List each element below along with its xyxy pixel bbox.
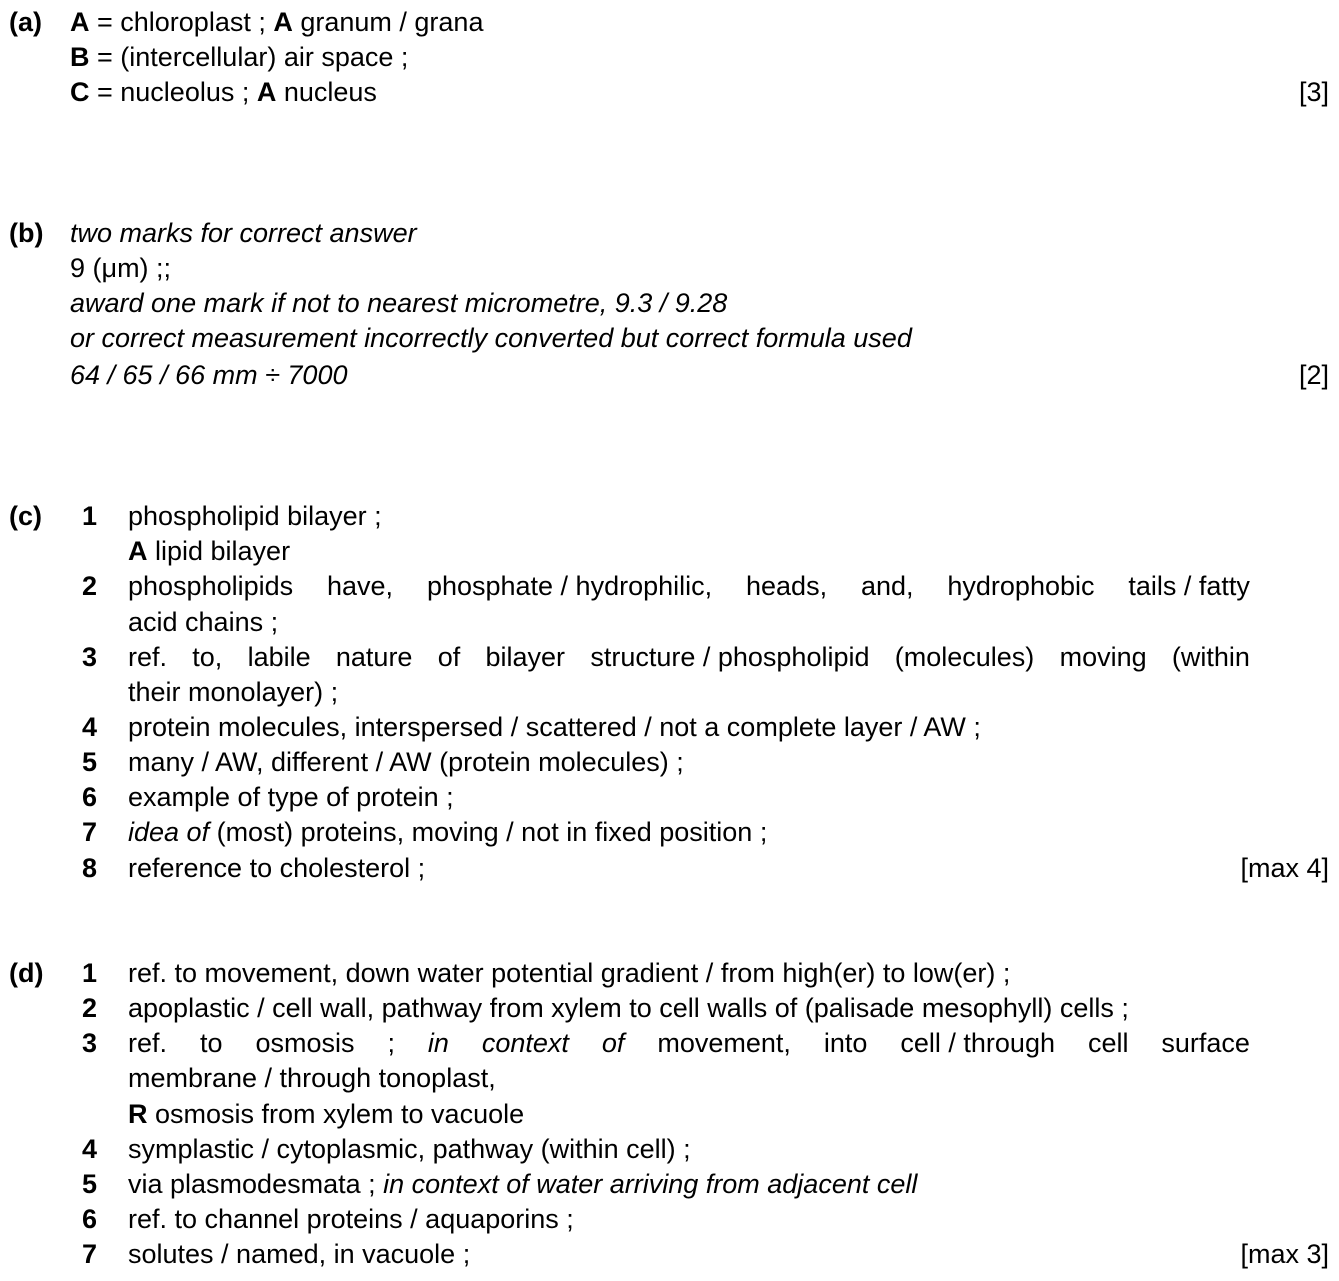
- part-b-line-5: 64 / 65 / 66 mm ÷ 7000: [70, 360, 348, 390]
- part-c-num-2: 2: [82, 571, 98, 601]
- part-d-num-4: 4: [82, 1134, 98, 1164]
- part-c-num-8: 8: [82, 853, 98, 883]
- part-c-item-2-line-2: acid chains ;: [128, 607, 279, 637]
- part-d-num-3: 3: [82, 1028, 98, 1058]
- part-c-item-6: example of type of protein ;: [128, 782, 454, 812]
- part-d-item-3-line-1: ref. to osmosis ; in context of movement, into cell / through cell surface: [128, 1028, 1250, 1058]
- part-c-num-4: 4: [82, 712, 98, 742]
- part-b-mark: [2]: [1298, 360, 1329, 390]
- part-d-item-6: ref. to channel proteins / aquaporins ;: [128, 1204, 574, 1234]
- part-b-line-1: two marks for correct answer: [70, 218, 417, 248]
- part-d-num-1: 1: [82, 958, 98, 988]
- part-a-mark: [3]: [1298, 77, 1329, 107]
- part-d-item-1: ref. to movement, down water potential gradient / from high(er) to low(er) ;: [128, 958, 1011, 988]
- part-b-line-3: award one mark if not to nearest micrometre, 9.3 / 9.28: [70, 288, 728, 318]
- part-d-item-4: symplastic / cytoplasmic, pathway (within cell) ;: [128, 1134, 691, 1164]
- part-c-item-1-alt: A lipid bilayer: [128, 536, 291, 566]
- part-c-num-1: 1: [82, 501, 98, 531]
- part-b-answer: 9 (μm) ;;: [70, 253, 172, 283]
- part-c-item-8: reference to cholesterol ;: [128, 853, 426, 883]
- part-d-num-2: 2: [82, 993, 98, 1023]
- part-c-label: (c): [9, 501, 42, 531]
- part-d-item-2: apoplastic / cell wall, pathway from xylem to cell walls of (palisade mesophyll) cells ;: [128, 993, 1129, 1023]
- part-b-label: (b): [9, 218, 44, 248]
- part-d-label: (d): [9, 958, 44, 988]
- part-c-item-7: idea of (most) proteins, moving / not in fixed position ;: [128, 817, 768, 847]
- part-d-item-7: solutes / named, in vacuole ;: [128, 1239, 471, 1269]
- part-a-line-2: B = (intercellular) air space ;: [70, 42, 409, 72]
- part-c-num-6: 6: [82, 782, 98, 812]
- part-c-num-5: 5: [82, 747, 98, 777]
- part-c-num-3: 3: [82, 642, 98, 672]
- part-c-item-3-line-2: their monolayer) ;: [128, 677, 339, 707]
- part-b-line-4: or correct measurement incorrectly converted but correct formula used: [70, 323, 912, 353]
- part-d-num-7: 7: [82, 1239, 98, 1269]
- part-d-num-5: 5: [82, 1169, 98, 1199]
- part-a-line-1: A = chloroplast ; A granum / grana: [70, 7, 484, 37]
- part-a-line-3: C = nucleolus ; A nucleus: [70, 77, 377, 107]
- part-c-item-3-line-1: ref. to, labile nature of bilayer structure / phospholipid (molecules) moving (within: [128, 642, 1250, 672]
- part-c-item-1: phospholipid bilayer ;: [128, 501, 382, 531]
- part-d-mark: [max 3]: [1240, 1239, 1329, 1269]
- part-c-item-4: protein molecules, interspersed / scattered / not a complete layer / AW ;: [128, 712, 981, 742]
- part-d-item-5: via plasmodesmata ; in context of water arriving from adjacent cell: [128, 1169, 918, 1199]
- part-d-item-3-reject: R osmosis from xylem to vacuole: [128, 1099, 525, 1129]
- part-c-mark: [max 4]: [1240, 853, 1329, 883]
- part-c-item-2-line-1: phospholipids have, phosphate / hydrophilic, heads, and, hydrophobic tails / fatty: [128, 571, 1250, 601]
- part-a-label: (a): [9, 7, 42, 37]
- part-d-num-6: 6: [82, 1204, 98, 1234]
- part-c-num-7: 7: [82, 817, 98, 847]
- part-c-item-5: many / AW, different / AW (protein molecules) ;: [128, 747, 684, 777]
- part-d-item-3-line-2: membrane / through tonoplast,: [128, 1063, 496, 1093]
